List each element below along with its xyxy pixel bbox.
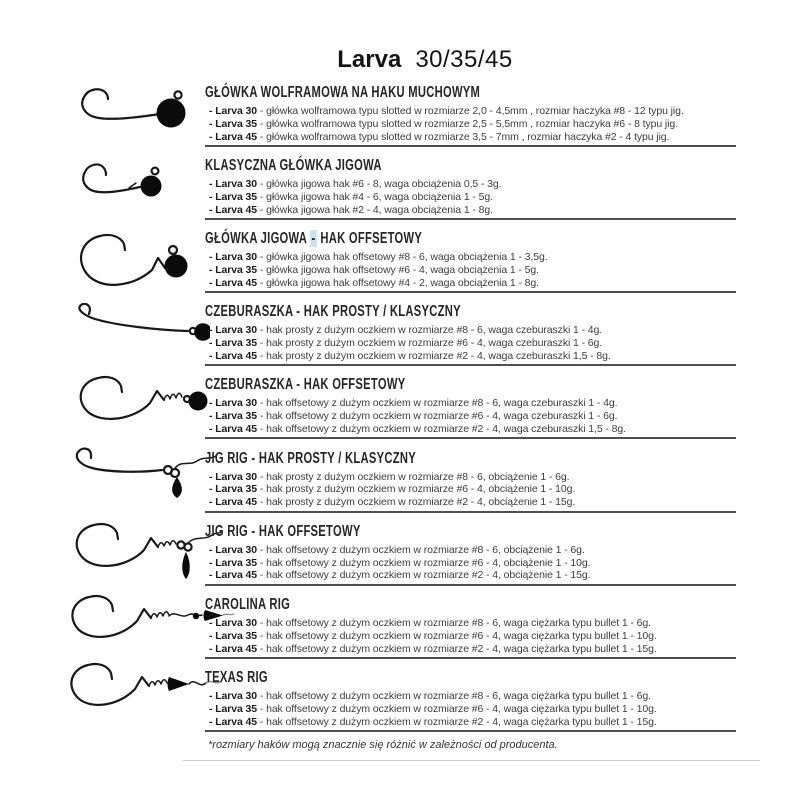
- spec-text: - hak prosty z dużym oczkiem w rozmiarze #8 - 6, waga czeburaszki 1 - 4g.: [259, 324, 603, 337]
- spec-line: [209, 118, 736, 131]
- section-title-text: GŁÓWKA WOLFRAMOWA NA HAKU MUCHOWYM: [205, 84, 481, 101]
- model-label: - Larva 45: [209, 130, 258, 143]
- spec-line: [209, 630, 736, 643]
- spec-text: - główka jigowa hak offsetowy #6 - 4, waga obciążenia 1 - 5g.: [259, 264, 539, 277]
- model-label: - Larva 35: [209, 702, 258, 715]
- rig-section: [205, 669, 736, 732]
- model-label: - Larva 45: [209, 642, 258, 655]
- spec-list: [205, 617, 736, 656]
- spec-text: - główka jigowa hak offsetowy #4 - 2, waga obciążenia 1 - 8g.: [259, 277, 539, 289]
- model-label: - Larva 35: [209, 117, 258, 130]
- page-title-sizes: 30/35/45: [415, 46, 513, 73]
- spec-line: [209, 544, 736, 557]
- spec-text: - hak prosty z dużym oczkiem w rozmiarze #6 - 4, waga czeburaszki 1 - 6g.: [259, 337, 603, 350]
- section-title: [205, 523, 577, 540]
- page-title-brand: Larva: [337, 46, 402, 73]
- model-label: - Larva 45: [209, 277, 258, 289]
- model-label: - Larva 45: [209, 569, 258, 582]
- spec-list: [205, 397, 736, 436]
- spec-text: - główka wolframowa typu slotted w rozmiarze 3,5 - 7mm , rozmiar haczyka #2 - 4 typu jig.: [259, 130, 670, 143]
- spec-text: - hak offsetowy z dużym oczkiem w rozmiarze #8 - 6, waga ciężarka typu bullet 1 - 6g.: [259, 689, 651, 702]
- model-label: - Larva 30: [209, 543, 258, 556]
- model-label: - Larva 30: [209, 616, 258, 629]
- rig-section: [205, 450, 736, 513]
- spec-list: [205, 471, 736, 510]
- spec-list: [205, 105, 736, 144]
- spec-text: - hak offsetowy z dużym oczkiem w rozmiarze #2 - 4, waga ciężarka typu bullet 1 - 15g.: [259, 715, 657, 728]
- rig-section: [205, 157, 736, 220]
- section-title: [205, 84, 577, 101]
- section-title: [205, 230, 577, 247]
- section-title: [205, 376, 577, 393]
- spec-text: - główka jigowa hak #4 - 6, waga obciążenia 1 - 5g.: [259, 191, 493, 203]
- spec-line: [209, 191, 736, 204]
- spec-text: - hak offsetowy z dużym oczkiem w rozmiarze #6 - 4, obciążenie 1 - 10g.: [259, 556, 591, 569]
- spec-text: - hak offsetowy z dużym oczkiem w rozmiarze #6 - 4, waga ciężarka typu bullet 1 - 10g.: [259, 702, 657, 715]
- spec-line: [209, 350, 736, 363]
- spec-line: [209, 471, 736, 484]
- spec-text: - główka jigowa hak offsetowy #8 - 6, waga obciążenia 1 - 3,5g.: [259, 251, 548, 264]
- model-label: - Larva 35: [209, 556, 258, 569]
- spec-line: [209, 496, 736, 509]
- spec-line: [209, 716, 736, 729]
- spec-text: - główka jigowa hak #6 - 8, waga obciążenia 0,5 - 3g.: [259, 178, 502, 191]
- spec-text: - główka wolframowa typu slotted w rozmiarze 2,0 - 4,5mm , rozmiar haczyka #8 - 12 typu jig.: [259, 105, 684, 117]
- section-title-text: CZEBURASZKA - HAK OFFSETOWY: [205, 376, 406, 394]
- model-label: - Larva 35: [209, 191, 258, 203]
- section-title: [205, 157, 577, 174]
- spec-text: - hak offsetowy z dużym oczkiem w rozmiarze #2 - 4, waga ciężarka typu bullet 1 - 15g.: [259, 642, 657, 655]
- spec-text: - hak offsetowy z dużym oczkiem w rozmiarze #8 - 6, obciążenie 1 - 6g.: [259, 543, 585, 556]
- rig-section: [205, 376, 736, 439]
- spec-line: [209, 324, 736, 337]
- rig-section: [205, 596, 736, 659]
- spec-text: - hak offsetowy z dużym oczkiem w rozmiarze #8 - 6, waga ciężarka typu bullet 1 - 6g.: [259, 616, 651, 629]
- spec-text: - hak prosty z dużym oczkiem w rozmiarze #8 - 6, obciążenie 1 - 6g.: [259, 470, 570, 483]
- spec-line: [209, 337, 736, 350]
- model-label: - Larva 45: [209, 203, 258, 216]
- spec-text: - główka wolframowa typu slotted w rozmiarze 2,5 - 5,5mm , rozmiar haczyka #6 - 8 typu jig.: [259, 117, 678, 130]
- spec-list: [205, 251, 736, 290]
- model-label: - Larva 30: [209, 397, 258, 410]
- section-title-text: GŁÓWKA JIGOWA: [205, 230, 311, 248]
- spec-text: - hak offsetowy z dużym oczkiem w rozmiarze #2 - 4, waga czeburaszki 1,5 - 8g.: [259, 423, 626, 436]
- spec-line: [209, 105, 736, 118]
- spec-line: [209, 703, 736, 716]
- spec-line: [209, 569, 736, 582]
- spec-line: [209, 423, 736, 436]
- spec-line: [209, 277, 736, 290]
- spec-line: [209, 131, 736, 144]
- section-title: [205, 596, 577, 613]
- model-label: - Larva 30: [209, 470, 258, 483]
- section-title-text: JIG RIG - HAK OFFSETOWY: [205, 522, 361, 540]
- spec-text: - hak offsetowy z dużym oczkiem w rozmiarze #8 - 6, waga czeburaszki 1 - 4g.: [259, 397, 618, 410]
- spec-line: [209, 643, 736, 656]
- spec-line: [209, 397, 736, 410]
- section-title-text: CZEBURASZKA - HAK PROSTY / KLASYCZNY: [205, 303, 461, 321]
- rig-section: [205, 230, 736, 293]
- model-label: - Larva 45: [209, 423, 258, 436]
- model-label: - Larva 30: [209, 105, 258, 117]
- section-title: [205, 669, 577, 686]
- section-title-text: JIG RIG - HAK PROSTY / KLASYCZNY: [205, 449, 417, 467]
- spec-line: [209, 178, 736, 191]
- spec-list: [205, 324, 736, 363]
- section-title-text: TEXAS RIG: [205, 668, 268, 686]
- section-title-text-after: HAK OFFSETOWY: [316, 230, 423, 248]
- rig-section: [205, 303, 736, 366]
- model-label: - Larva 35: [209, 410, 258, 423]
- section-title: [205, 450, 577, 467]
- section-title-text: CAROLINA RIG: [205, 595, 291, 613]
- section-title-text: KLASYCZNA GŁÓWKA JIGOWA: [205, 157, 382, 175]
- model-label: - Larva 30: [209, 324, 258, 337]
- model-label: - Larva 35: [209, 337, 258, 350]
- model-label: - Larva 45: [209, 715, 258, 728]
- model-label: - Larva 30: [209, 251, 258, 264]
- rig-section: [205, 84, 736, 147]
- model-label: - Larva 45: [209, 496, 258, 509]
- model-label: - Larva 45: [209, 350, 258, 363]
- spec-line: [209, 617, 736, 630]
- model-label: - Larva 30: [209, 178, 258, 191]
- spec-text: - hak prosty z dużym oczkiem w rozmiarze #2 - 4, waga czeburaszki 1,5 - 8g.: [259, 350, 611, 363]
- spec-line: [209, 690, 736, 703]
- spec-line: [209, 251, 736, 264]
- spec-text: - hak offsetowy z dużym oczkiem w rozmiarze #6 - 4, waga czeburaszki 1 - 6g.: [259, 410, 618, 423]
- spec-text: - hak offsetowy z dużym oczkiem w rozmiarze #2 - 4, obciążenie 1 - 15g.: [259, 569, 591, 582]
- spec-line: [209, 557, 736, 570]
- spec-text: - hak offsetowy z dużym oczkiem w rozmiarze #6 - 4, waga ciężarka typu bullet 1 - 10g.: [259, 629, 657, 642]
- spec-text: - hak prosty z dużym oczkiem w rozmiarze #6 - 4, obciążenie 1 - 10g.: [259, 483, 576, 496]
- model-label: - Larva 35: [209, 629, 258, 642]
- section-title-highlighted-dash: -: [311, 230, 316, 248]
- model-label: - Larva 35: [209, 483, 258, 496]
- footnote: *rozmiary haków mogą znacznie się różnić w zależności od producenta.: [208, 739, 558, 751]
- spec-line: [209, 410, 736, 423]
- model-label: - Larva 30: [209, 689, 258, 702]
- spec-list: [205, 544, 736, 583]
- bottom-divider: [183, 760, 760, 761]
- section-title: [205, 303, 577, 320]
- spec-text: - hak prosty z dużym oczkiem w rozmiarze #2 - 4, obciążenie 1 - 15g.: [259, 496, 576, 509]
- spec-line: [209, 204, 736, 217]
- spec-text: - główka jigowa hak #2 - 4, waga obciążenia 1 - 8g.: [259, 203, 493, 216]
- rig-section: [205, 523, 736, 586]
- spec-list: [205, 690, 736, 729]
- model-label: - Larva 35: [209, 264, 258, 277]
- spec-line: [209, 264, 736, 277]
- spec-list: [205, 178, 736, 217]
- spec-line: [209, 483, 736, 496]
